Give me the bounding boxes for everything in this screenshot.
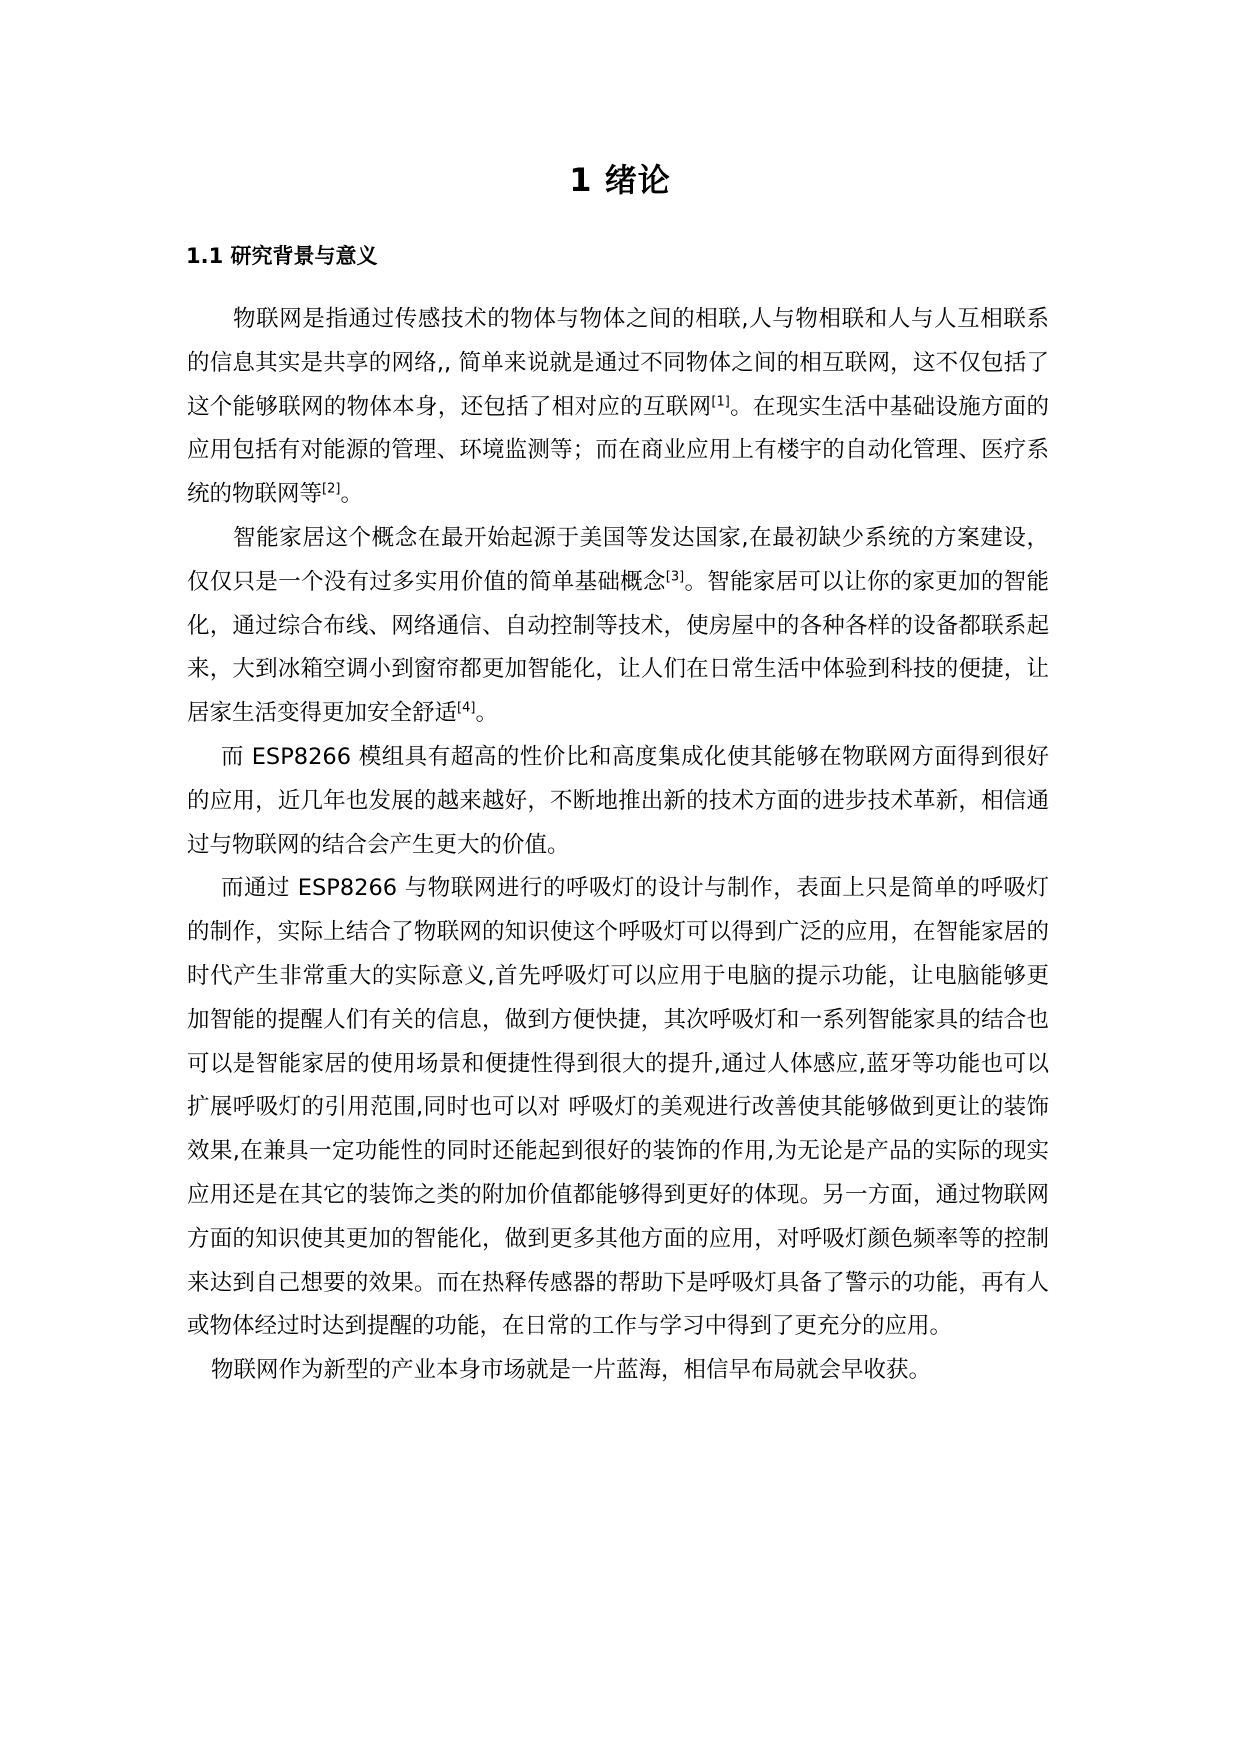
body-text: [187, 298, 1049, 1393]
paragraph-text: 物联网作为新型的产业本身市场就是一片蓝海，相信早布局就会早收获。: [211, 1357, 932, 1384]
paragraph-text: 。: [340, 481, 363, 508]
paragraph-text: 而通过 ESP8266 与物联网进行的呼吸灯的设计与制作，表面上只是简单的呼吸灯的制作，实际上结合了物联网的知识使这个呼吸灯可以得到广泛的应用，在智能家居的时代产生非常重大的实际意义,首先呼吸灯可以应用于电脑的提示功能，让电脑能够更加智能的提醒人们有关的信息，做到方便快捷，其次呼吸灯和一系列智能家具的结合也可以是智能家居的使用场景和便捷性得到很大的提升,通过人体感应,蓝牙等功能也可以扩展呼吸灯的引用范围,同时也可以对 呼吸灯的美观进行改善使其能够做到更让的装饰效果,在兼具一定功能性的同时还能起到很好的装饰的作用,为无论是产品的实际的现实应用还是在其它的装饰之类的附加价值都能够得到更好的体现。另一方面，通过物联网方面的知识使其更加的智能化，做到更多其他方面的应用，对呼吸灯颜色频率等的控制来达到自己想要的效果。而在热释传感器的帮助下是呼吸灯具备了警示的功能，再有人或物体经过时达到提醒的功能，在日常的工作与学习中得到了更充分的应用。: [187, 875, 1049, 1340]
paragraph-iot-definition: [187, 298, 1049, 517]
paragraph-text: 。智能家居可以让你的家更加的智能化，通过综合布线、网络通信、自动控制等技术，使房屋中的各种各样的设备都联系起来，大到冰箱空调小到窗帘都更加智能化，让人们在日常生活中体验到科技的便捷，让居家生活变得更加安全舒适: [187, 568, 1049, 727]
citation-2: [2]: [322, 481, 341, 497]
paragraph-conclusion: [187, 1349, 1049, 1393]
citation-3: [3]: [665, 569, 685, 585]
paragraph-text: 而 ESP8266 模组具有超高的性价比和高度集成化使其能够在物联网方面得到很好的应用，近几年也发展的越来越好，不断地推出新的技术方面的进步技术革新，相信通过与物联网的结合会产生更大的价值。: [187, 743, 1049, 858]
paragraph-text: 智能家居这个概念在最开始起源于美国等发达国家,在最初缺少系统的方案建设，仅仅只是一个没有过多实用价值的简单基础概念: [187, 524, 1049, 595]
paragraph-smart-home: [187, 517, 1049, 736]
paragraph-breathing-light: [187, 867, 1049, 1349]
chapter-title: 1 绪论: [569, 161, 671, 199]
paragraph-text: 。: [475, 700, 498, 727]
paragraph-text: 。在现实生活中基础设施方面的应用包括有对能源的管理、环境监测等；而在商业应用上有楼宇的自动化管理、医疗系统的物联网等: [187, 393, 1049, 508]
paragraph-esp8266: [187, 736, 1049, 867]
paragraph-text: 物联网是指通过传感技术的物体与物体之间的相联,人与物相联和人与人互相联系的信息其实是共享的网络,, 简单来说就是通过不同物体之间的相互联网，这不仅包括了这个能够联网的物体本身，还包括了相对应的互联网: [187, 306, 1049, 420]
citation-4: [4]: [457, 700, 476, 716]
citation-1: [1]: [711, 394, 730, 410]
section-heading: 1.1 研究背景与意义: [186, 244, 378, 268]
